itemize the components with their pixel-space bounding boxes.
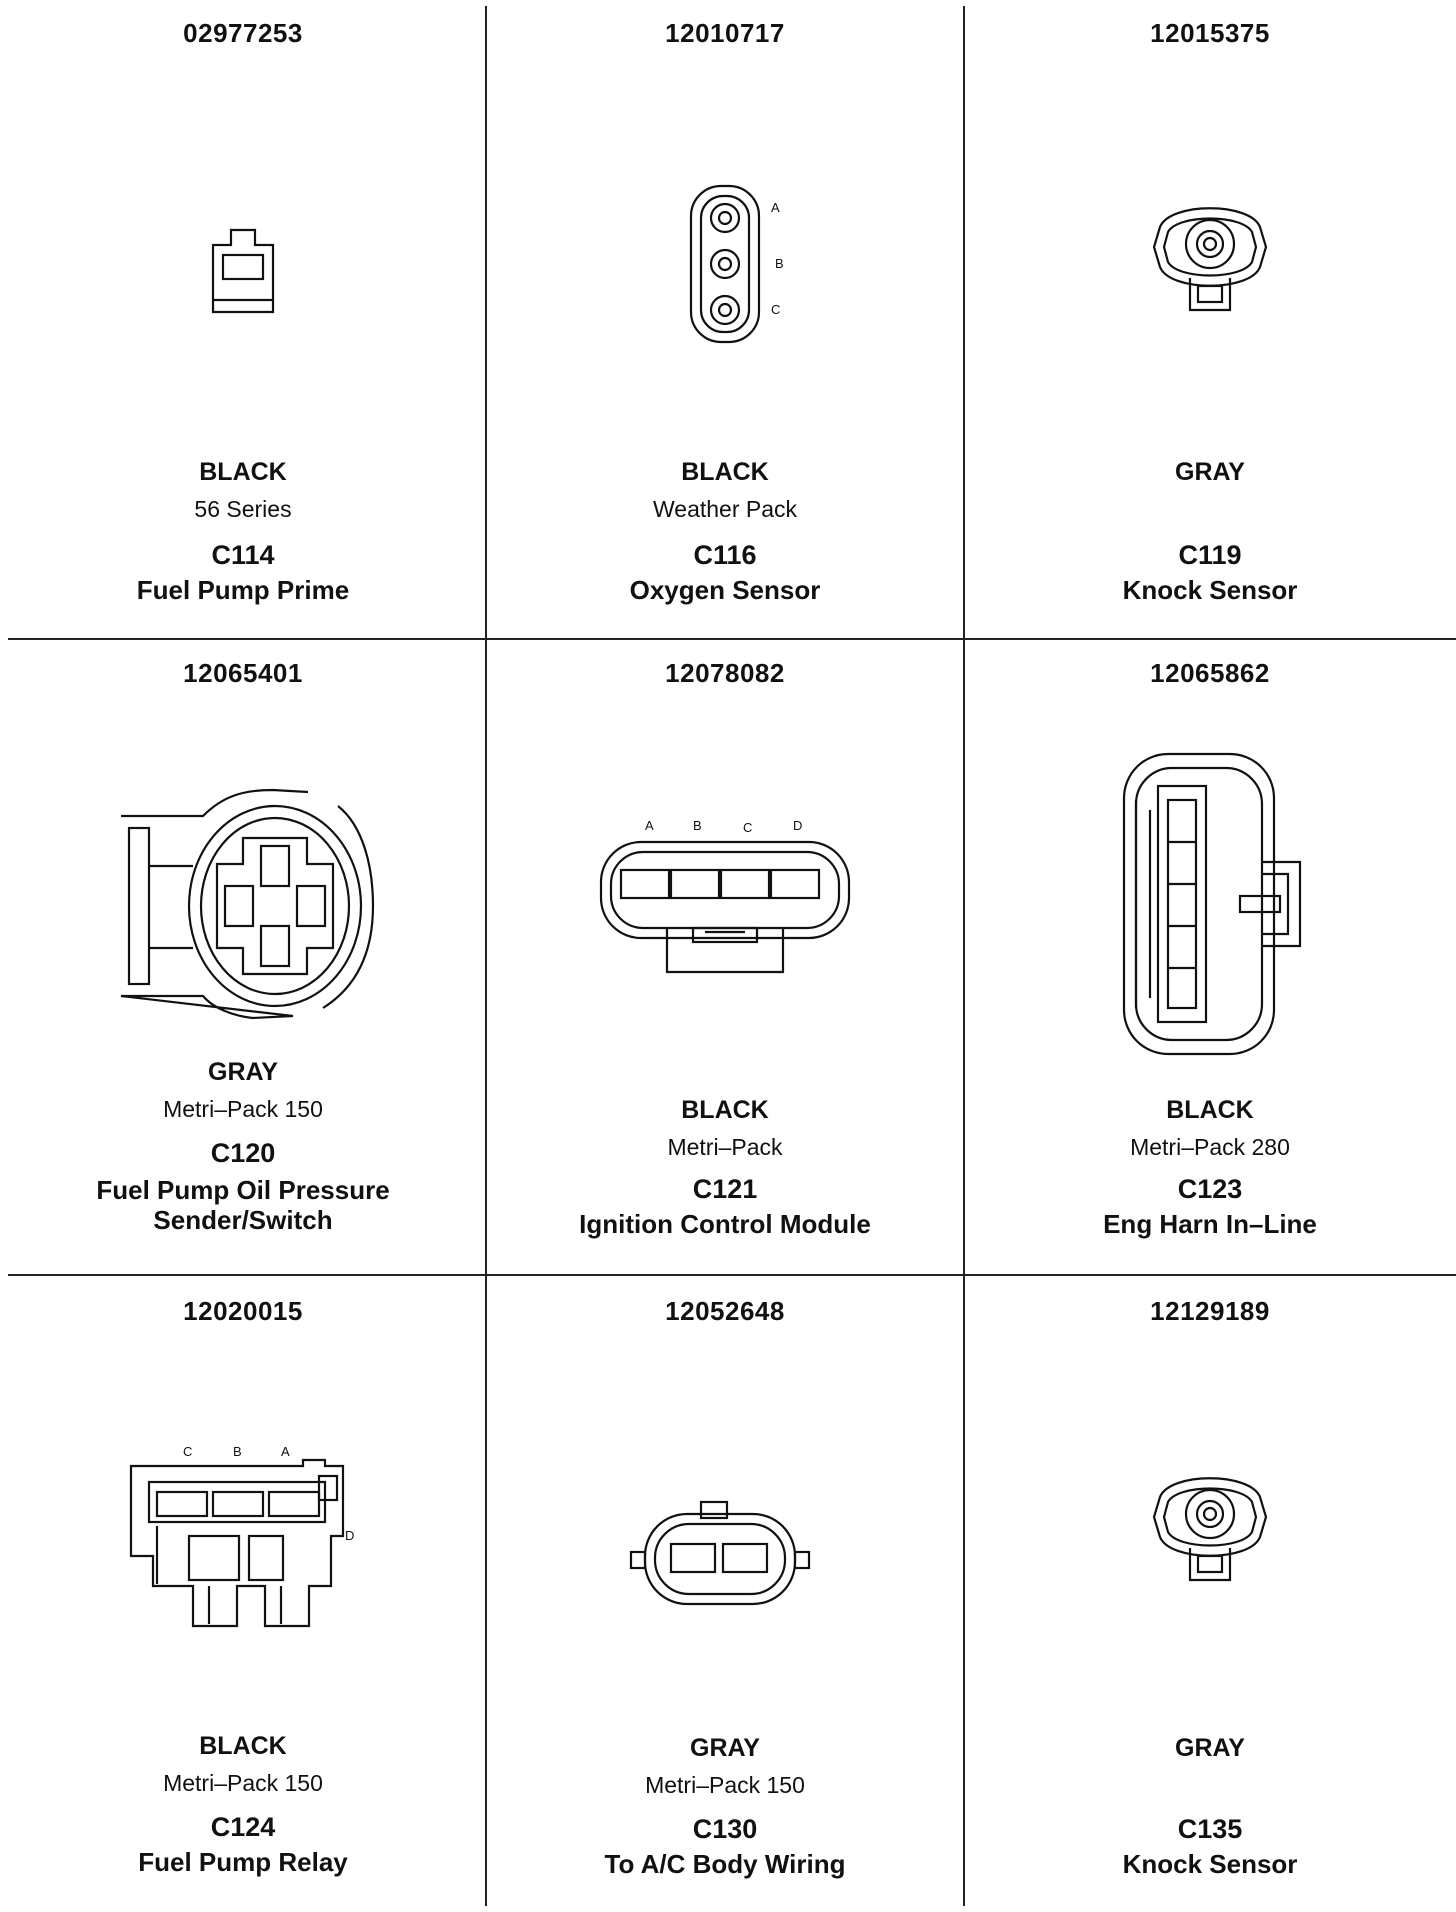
connector-cell-c135 bbox=[964, 1276, 1456, 1912]
connector-figure bbox=[964, 182, 1456, 322]
part-number: 12052648 bbox=[665, 1296, 785, 1326]
connector-color: BLACK bbox=[681, 1096, 769, 1124]
connector-color: BLACK bbox=[199, 458, 287, 486]
pin-label-b: B bbox=[233, 1444, 242, 1459]
connector-color: GRAY bbox=[1175, 1734, 1245, 1762]
connector-id: C114 bbox=[211, 540, 275, 570]
connector-id: C135 bbox=[1177, 1814, 1243, 1844]
connector-cell-c121 bbox=[486, 638, 964, 1274]
connector-id: C124 bbox=[210, 1812, 276, 1842]
pin-label-d: D bbox=[793, 818, 803, 833]
connector-series: Metri–Pack 150 bbox=[645, 1772, 805, 1798]
connector-cell-c119 bbox=[964, 0, 1456, 638]
connector-name: Fuel Pump Prime bbox=[136, 575, 350, 605]
connector-color: BLACK bbox=[681, 458, 769, 486]
pin-label-b: B bbox=[775, 256, 784, 271]
connector-id: C116 bbox=[693, 540, 757, 570]
connector-series: Metri–Pack bbox=[667, 1134, 783, 1160]
connector-cell-c124 bbox=[0, 1276, 486, 1912]
pin-label-d: D bbox=[345, 1528, 355, 1543]
connector-id: C120 bbox=[210, 1138, 276, 1168]
connector-name: Knock Sensor bbox=[1122, 575, 1298, 605]
connector-name: Knock Sensor bbox=[1122, 1849, 1298, 1879]
connector-series: Metri–Pack 150 bbox=[163, 1096, 323, 1122]
part-number: 12010717 bbox=[665, 18, 785, 48]
part-number: 12065401 bbox=[183, 658, 303, 688]
connector-figure bbox=[486, 1498, 964, 1618]
connector-series: Metri–Pack 280 bbox=[1130, 1134, 1290, 1160]
connector-id: C123 bbox=[1177, 1174, 1243, 1204]
pin-label-c: C bbox=[771, 302, 781, 317]
connector-series: 56 Series bbox=[194, 496, 292, 522]
connector-name: Eng Harn In–Line bbox=[1103, 1209, 1317, 1239]
part-number: 12065862 bbox=[1150, 658, 1270, 688]
connector-figure bbox=[964, 1452, 1456, 1592]
pin-label-c: C bbox=[743, 820, 753, 835]
connector-figure bbox=[0, 1436, 486, 1636]
connector-id: C121 bbox=[692, 1174, 758, 1204]
connector-color: GRAY bbox=[690, 1734, 760, 1762]
connector-color: BLACK bbox=[199, 1732, 287, 1760]
connector-cell-c120 bbox=[0, 638, 486, 1274]
part-number: 12020015 bbox=[183, 1296, 303, 1326]
connector-id: C119 bbox=[1178, 540, 1242, 570]
connector-cell-c123 bbox=[964, 638, 1456, 1274]
connector-figure bbox=[486, 812, 964, 982]
connector-figure bbox=[964, 750, 1456, 1060]
connector-name: Oxygen Sensor bbox=[629, 575, 821, 605]
connector-cell-c116 bbox=[486, 0, 964, 638]
connector-name-line-2: Sender/Switch bbox=[153, 1205, 333, 1235]
pin-label-c: C bbox=[183, 1444, 193, 1459]
connector-color: GRAY bbox=[208, 1058, 278, 1086]
connector-series: Metri–Pack 150 bbox=[163, 1770, 323, 1796]
connector-figure bbox=[0, 786, 486, 1026]
pin-label-a: A bbox=[645, 818, 654, 833]
pin-label-b: B bbox=[693, 818, 702, 833]
connector-figure bbox=[0, 200, 486, 320]
connector-name-line-1: Fuel Pump Oil Pressure bbox=[96, 1175, 390, 1205]
connector-figure bbox=[486, 178, 964, 348]
pin-label-a: A bbox=[771, 200, 780, 215]
part-number: 12078082 bbox=[665, 658, 785, 688]
connector-color: BLACK bbox=[1166, 1096, 1254, 1124]
part-number: 02977253 bbox=[183, 18, 303, 48]
connector-cell-c130 bbox=[486, 1276, 964, 1912]
connector-cell-c114 bbox=[0, 0, 486, 638]
connector-name: Fuel Pump Relay bbox=[138, 1847, 348, 1877]
connector-name: Ignition Control Module bbox=[579, 1209, 871, 1239]
connector-series: Weather Pack bbox=[652, 496, 798, 522]
pin-label-a: A bbox=[281, 1444, 290, 1459]
connector-name: To A/C Body Wiring bbox=[604, 1849, 846, 1879]
connector-color: GRAY bbox=[1175, 458, 1245, 486]
connector-id: C130 bbox=[692, 1814, 758, 1844]
part-number: 12129189 bbox=[1150, 1296, 1270, 1326]
part-number: 12015375 bbox=[1150, 18, 1270, 48]
